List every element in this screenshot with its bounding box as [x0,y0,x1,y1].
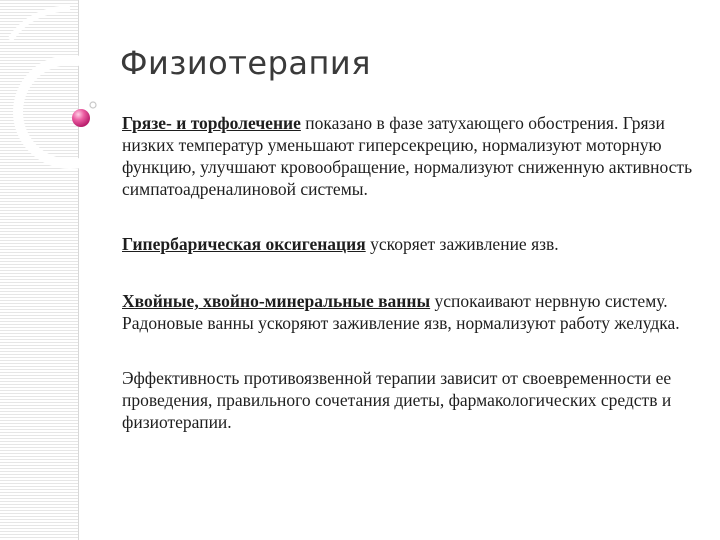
text-effectiveness: Эффективность противоязвенной терапии зависит от своевременности ее проведения, правильного сочетания диеты, фармакологических средств и физиотерапии. [122,368,672,432]
text-coniferous-baths: успокаивают нервную систему. Радоновые ванны ускоряют заживление язв, нормализуют работу желудка. [122,291,680,333]
paragraph-effectiveness [122,367,707,433]
term-coniferous-baths: Хвойные, хвойно-минеральные ванны [122,291,431,311]
slide-title: Физиотерапия [120,44,371,82]
decorative-arc-top [10,8,70,40]
term-mud-therapy: Грязе- и торфолечение [122,113,301,133]
text-hyperbaric-oxygenation: ускоряет заживление язв. [365,234,559,254]
paragraph-hyperbaric-oxygenation [122,233,707,255]
text-mud-therapy: показано в фазе затухающего обострения. Грязи низких температур уменьшают гиперсекрецию, нормализуют моторную функцию, улучшают кровообращение, нормализуют сниженную активность симпатоадреналиновой системы. [122,113,693,199]
term-hyperbaric-oxygenation: Гипербарическая оксигенация [122,234,366,254]
small-ring-icon [90,102,96,108]
slide-body [122,112,707,466]
decorative-arc [18,60,122,164]
paragraph-mud-therapy [122,112,707,200]
paragraph-coniferous-baths [122,290,707,334]
pink-bullet-sphere-icon [72,109,90,127]
